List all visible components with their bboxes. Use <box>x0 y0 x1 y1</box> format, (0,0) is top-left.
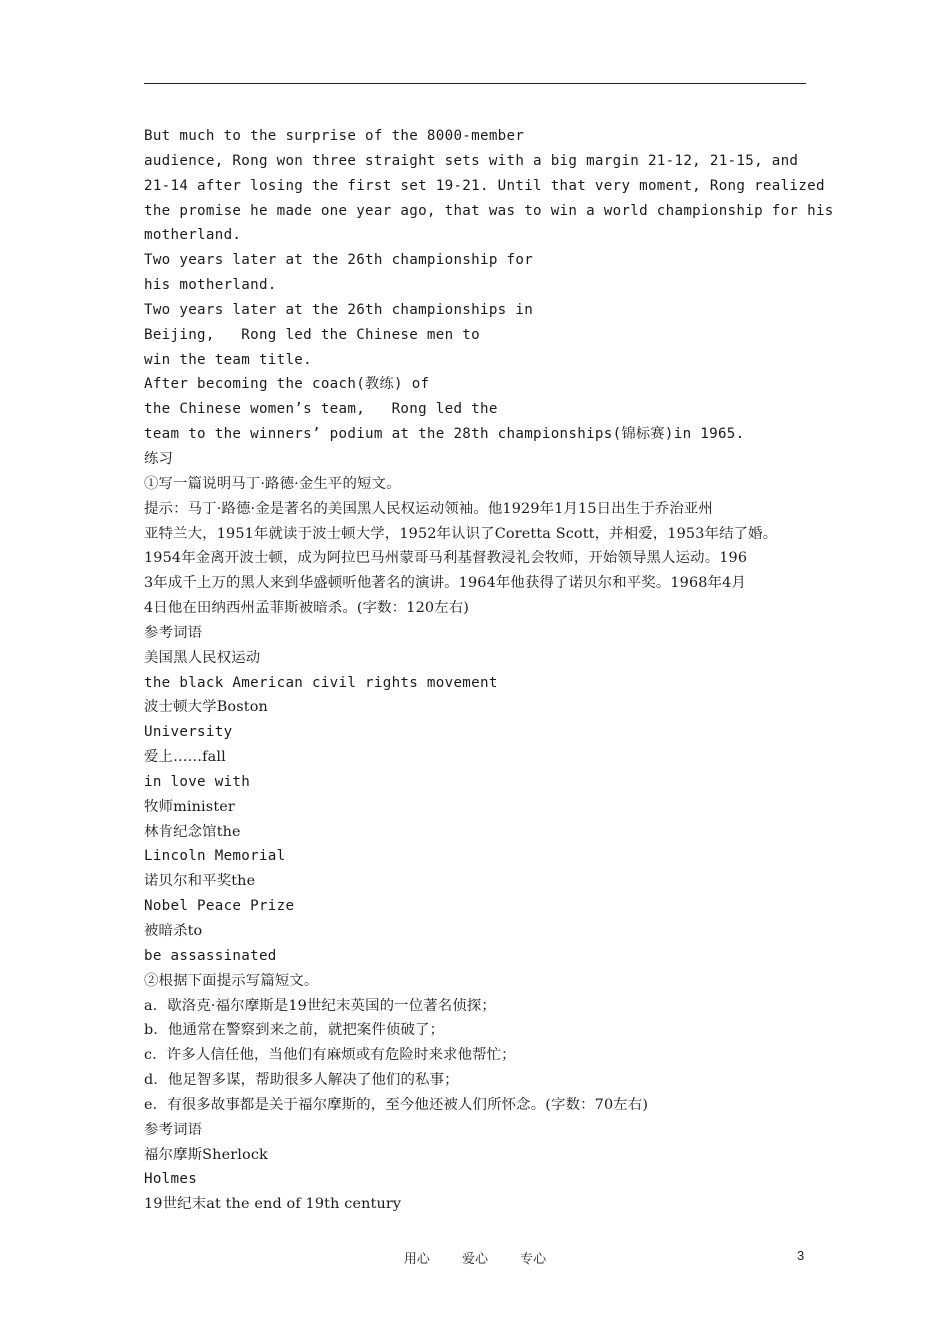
text-line: Two years later at the 26th championship for <box>144 252 534 269</box>
vocab-line: Holmes <box>144 1171 198 1188</box>
vocab-line: 牧师minister <box>144 798 235 815</box>
footer-motto: 爱心 <box>461 1252 488 1267</box>
prompt-item: a．歇洛克·福尔摩斯是19世纪末英国的一位著名侦探； <box>144 997 496 1014</box>
exercise-title: ②根据下面提示写篇短文。 <box>144 972 319 989</box>
vocab-line: 福尔摩斯Sherlock <box>144 1146 268 1163</box>
prompt-item: b．他通常在警察到来之前，就把案件侦破了； <box>144 1022 445 1039</box>
text-line: the Chinese women’s team, Rong led the <box>144 401 498 418</box>
section-heading: 练习 <box>144 450 174 467</box>
vocab-line: 被暗杀to <box>144 923 203 939</box>
text-line: But much to the surprise of the 8000-member <box>144 128 525 144</box>
text-line: 3年成千上万的黑人来到华盛顿听他著名的演讲。1964年他获得了诺贝尔和平奖。1968年4月 <box>144 575 746 592</box>
reference-heading: 参考词语 <box>144 1121 203 1138</box>
text-line: the promise he made one year ago, that was to win a world championship for his <box>144 202 834 219</box>
text-line: Two years later at the 26th championships in <box>144 301 534 318</box>
vocab-line: 爱上……fall <box>144 749 226 766</box>
vocab-line: be assassinated <box>144 947 277 964</box>
text-line: 亚特兰大，1951年就读于波士顿大学，1952年认识了Coretta Scott，并相爱，1953年结了婚。 <box>144 525 778 542</box>
prompt-item: e．有很多故事都是关于福尔摩斯的，至今他还被人们所怀念。(字数：70左右) <box>144 1096 649 1113</box>
footer-motto: 用心 <box>403 1252 430 1267</box>
text-line: 4日他在田纳西州孟菲斯被暗杀。(字数：120左右) <box>144 600 470 617</box>
header-rule <box>144 83 806 84</box>
text-line: his motherland. <box>144 277 277 294</box>
vocab-line: 美国黑人民权运动 <box>144 649 261 666</box>
text-line: After becoming the coach(教练) of <box>144 376 430 393</box>
vocab-line: 波士顿大学Boston <box>144 699 268 716</box>
exercise-title: ①写一篇说明马丁·路德·金生平的短文。 <box>144 475 401 492</box>
vocab-line: the black American civil rights movement <box>144 674 498 691</box>
vocab-line: 林肯纪念馆the <box>144 823 241 840</box>
footer-motto: 专心 <box>520 1252 547 1267</box>
text-line: 21-14 after losing the first set 19-21. Until that very moment, Rong realized <box>144 177 825 194</box>
vocab-line: Lincoln Memorial <box>144 848 286 865</box>
vocab-line: 19世纪末at the end of 19th century <box>144 1196 402 1213</box>
text-line: win the team title. <box>144 351 312 368</box>
text-line: motherland. <box>144 227 242 244</box>
document-body <box>144 124 834 1217</box>
vocab-line: University <box>144 724 233 741</box>
prompt-item: d．他足智多谋，帮助很多人解决了他们的私事； <box>144 1072 459 1089</box>
text-line: audience, Rong won three straight sets with a big margin 21-12, 21-15, and <box>144 152 799 169</box>
page-number: 3 <box>797 1248 805 1263</box>
vocab-line: Nobel Peace Prize <box>144 898 295 915</box>
text-line: team to the winners’ podium at the 28th championships(锦标赛)in 1965. <box>144 426 745 443</box>
prompt-item: c．许多人信任他，当他们有麻烦或有危险时来求他帮忙； <box>144 1047 516 1064</box>
vocab-line: 诺贝尔和平奖the <box>144 873 256 890</box>
text-line: Beijing, Rong led the Chinese men to <box>144 326 480 343</box>
vocab-line: in love with <box>144 773 251 790</box>
text-line: 1954年金离开波士顿，成为阿拉巴马州蒙哥马利基督教浸礼会牧师，开始领导黑人运动。196 <box>144 550 748 567</box>
text-line: 提示：马丁·路德·金是著名的美国黑人民权运动领袖。他1929年1月15日出生于乔治亚州 <box>144 500 713 517</box>
page-footer <box>0 1248 950 1267</box>
reference-heading: 参考词语 <box>144 624 203 641</box>
